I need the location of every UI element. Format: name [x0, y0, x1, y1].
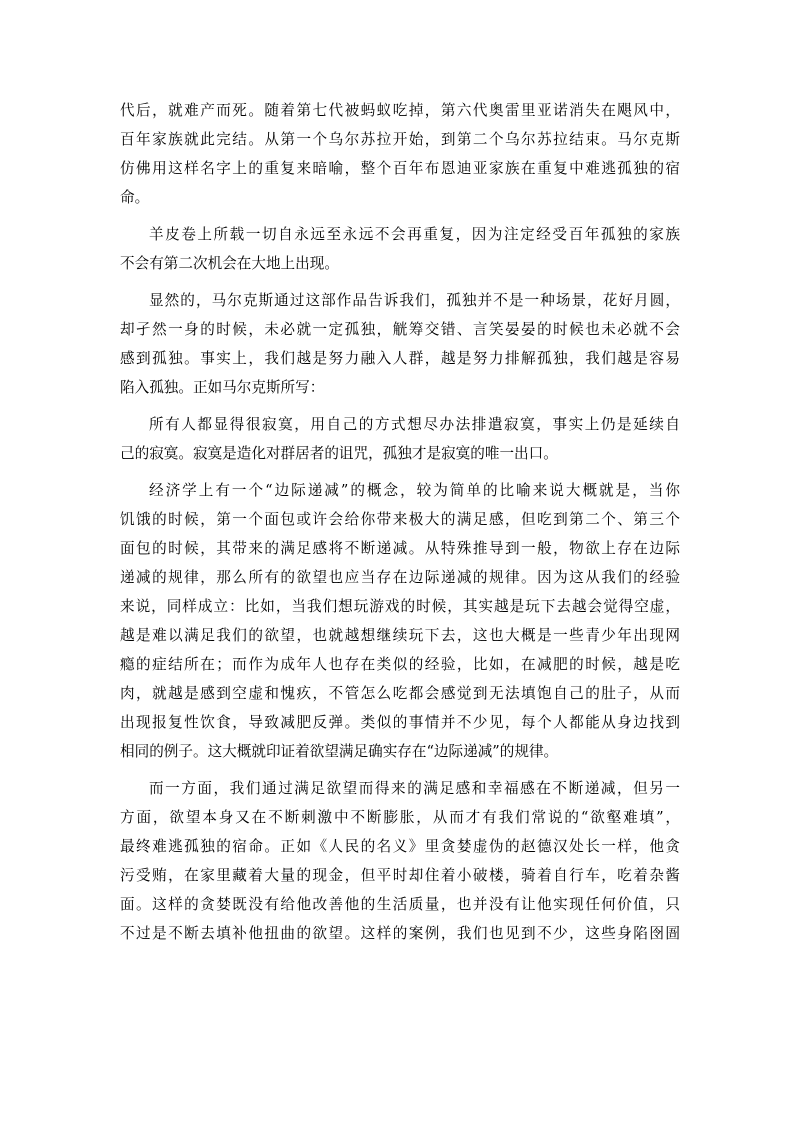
text-line: 不会有第二次机会在大地上出现。 — [120, 255, 339, 272]
text-line: 瘾的症结所在；而作为成年人也存在类似的经验，比如，在减肥的时候，越是吃 — [120, 656, 680, 673]
text-line: 越是难以满足我们的欲望，也就越想继续玩下去，这也大概是一些青少年出现网 — [120, 627, 680, 644]
paragraph-6 — [120, 774, 680, 948]
paragraph-spacer — [120, 212, 680, 220]
document-body — [120, 96, 680, 948]
text-line: 方面，欲望本身又在不断刺激中不断膨胀，从而才有我们常说的“欲壑难填”， — [120, 809, 680, 826]
text-line: 相同的例子。这大概就印证着欲望满足确实存在“边际递减”的规律。 — [120, 743, 559, 760]
text-line: 出现报复性饮食，导致减肥反弹。类似的事情并不少见，每个人都能从身边找到 — [120, 714, 680, 731]
paragraph-3 — [120, 286, 680, 402]
text-line: 命。 — [120, 189, 150, 206]
paragraph-5 — [120, 476, 680, 766]
paragraph-4-quote — [120, 410, 680, 468]
text-line: 而一方面，我们通过满足欲望而得来的满足感和幸福感在不断递减，但另一 — [149, 780, 680, 797]
text-line: 最终难逃孤独的宿命。正如《人民的名义》里贪婪虚伪的赵德汉处长一样，他贪 — [120, 838, 680, 855]
text-line: 肉，就越是感到空虚和愧疚，不管怎么吃都会感觉到无法填饱自己的肚子，从而 — [120, 685, 680, 702]
text-line: 感到孤独。事实上，我们越是努力融入人群，越是努力排解孤独，我们越是容易 — [120, 350, 680, 367]
paragraph-2 — [120, 220, 680, 278]
paragraph-1 — [120, 96, 680, 212]
paragraph-spacer — [120, 468, 680, 476]
text-line: 代后，就难产而死。随着第七代被蚂蚁吃掉，第六代奥雷里亚诺消失在飓风中， — [120, 102, 680, 119]
text-line: 污受贿，在家里藏着大量的现金，但平时却住着小破楼，骑着自行车，吃着杂酱 — [120, 867, 680, 884]
text-line: 己的寂寞。寂寞是造化对群居者的诅咒，孤独才是寂寞的唯一出口。 — [120, 445, 558, 462]
paragraph-spacer — [120, 402, 680, 410]
text-line: 却孑然一身的时候，未必就一定孤独，觥筹交错、言笑晏晏的时候也未必就不会 — [120, 321, 680, 338]
text-line: 不过是不断去填补他扭曲的欲望。这样的案例，我们也见到不少，这些身陷囹圄 — [120, 925, 680, 942]
text-line: 羊皮卷上所载一切自永远至永远不会再重复，因为注定经受百年孤独的家族 — [149, 226, 680, 243]
text-line: 面包的时候，其带来的满足感将不断递减。从特殊推导到一般，物欲上存在边际 — [120, 540, 680, 557]
text-line: 所有人都显得很寂寞，用自己的方式想尽办法排遣寂寞，事实上仍是延续自 — [149, 416, 680, 433]
text-line: 饥饿的时候，第一个面包或许会给你带来极大的满足感，但吃到第二个、第三个 — [120, 511, 680, 528]
text-line: 来说，同样成立：比如，当我们想玩游戏的时候，其实越是玩下去越会觉得空虚， — [120, 598, 680, 615]
text-line: 陷入孤独。正如马尔克斯所写： — [120, 379, 325, 396]
text-line: 面。这样的贪婪既没有给他改善他的生活质量，也并没有让他实现任何价值，只 — [120, 896, 680, 913]
text-line: 经济学上有一个“边际递减”的概念，较为简单的比喻来说大概就是，当你 — [149, 482, 680, 499]
text-line: 百年家族就此完结。从第一个乌尔苏拉开始，到第二个乌尔苏拉结束。马尔克斯 — [120, 131, 680, 148]
paragraph-spacer — [120, 766, 680, 774]
text-line: 递减的规律，那么所有的欲望也应当存在边际递减的规律。因为这从我们的经验 — [120, 569, 680, 586]
paragraph-spacer — [120, 278, 680, 286]
text-line: 显然的，马尔克斯通过这部作品告诉我们，孤独并不是一种场景，花好月圆， — [149, 292, 680, 309]
text-line: 仿佛用这样名字上的重复来暗喻，整个百年布恩迪亚家族在重复中难逃孤独的宿 — [120, 160, 680, 177]
